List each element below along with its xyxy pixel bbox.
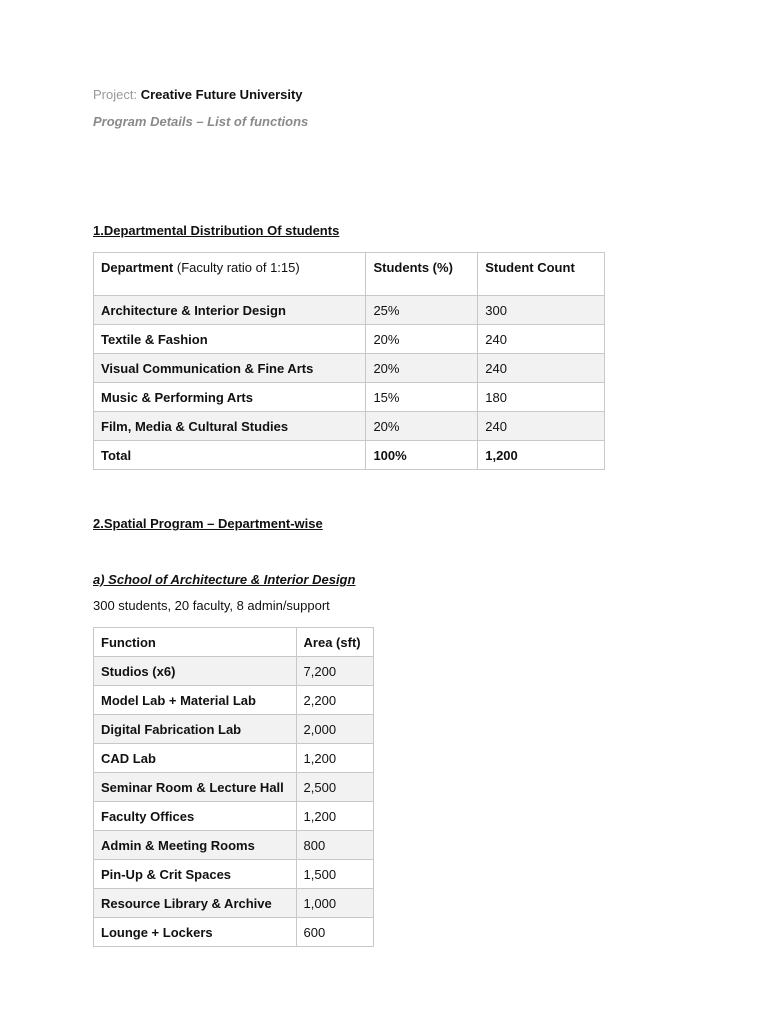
table-row	[94, 715, 374, 744]
function-area: 7,200	[296, 657, 373, 686]
function-name: Studios (x6)	[94, 657, 297, 686]
function-area: 1,200	[296, 744, 373, 773]
table-row	[94, 802, 374, 831]
function-name: Resource Library & Archive	[94, 889, 297, 918]
project-label: Project:	[93, 87, 138, 102]
project-line	[93, 87, 303, 102]
function-area: 2,200	[296, 686, 373, 715]
total-label: Total	[94, 441, 366, 470]
function-area: 1,200	[296, 802, 373, 831]
header-area: Area (sft)	[296, 628, 373, 657]
function-name: Pin-Up & Crit Spaces	[94, 860, 297, 889]
table-row	[94, 657, 374, 686]
dept-pct: 15%	[366, 383, 478, 412]
table-row	[94, 773, 374, 802]
table-row	[94, 296, 605, 325]
dept-name: Film, Media & Cultural Studies	[94, 412, 366, 441]
table-row	[94, 354, 605, 383]
dept-name: Textile & Fashion	[94, 325, 366, 354]
dept-name: Architecture & Interior Design	[94, 296, 366, 325]
dept-pct: 20%	[366, 325, 478, 354]
header-students-pct: Students (%)	[366, 253, 478, 296]
school-a-note: 300 students, 20 faculty, 8 admin/support	[93, 598, 330, 613]
table-row	[94, 918, 374, 947]
table-row	[94, 686, 374, 715]
dept-count: 180	[478, 383, 605, 412]
table-row	[94, 889, 374, 918]
table-row	[94, 412, 605, 441]
header-function: Function	[94, 628, 297, 657]
dept-count: 240	[478, 412, 605, 441]
dept-count: 300	[478, 296, 605, 325]
function-area: 2,500	[296, 773, 373, 802]
function-name: CAD Lab	[94, 744, 297, 773]
header-department-label: Department	[101, 260, 174, 275]
dept-pct: 20%	[366, 354, 478, 383]
total-pct: 100%	[366, 441, 478, 470]
school-a-heading: a) School of Architecture & Interior Design	[93, 572, 356, 587]
dept-pct: 25%	[366, 296, 478, 325]
project-name: Creative Future University	[140, 87, 303, 102]
function-name: Model Lab + Material Lab	[94, 686, 297, 715]
dept-name: Visual Communication & Fine Arts	[94, 354, 366, 383]
header-student-count: Student Count	[478, 253, 605, 296]
function-name: Faculty Offices	[94, 802, 297, 831]
document-subtitle: Program Details – List of functions	[93, 114, 309, 129]
header-department	[94, 253, 366, 296]
table-total-row	[94, 441, 605, 470]
function-name: Admin & Meeting Rooms	[94, 831, 297, 860]
table-header-row	[94, 253, 605, 296]
function-name: Lounge + Lockers	[94, 918, 297, 947]
dept-count: 240	[478, 325, 605, 354]
section2-heading: 2.Spatial Program – Department-wise	[93, 516, 323, 531]
function-area: 800	[296, 831, 373, 860]
dept-pct: 20%	[366, 412, 478, 441]
dept-name: Music & Performing Arts	[94, 383, 366, 412]
table-row	[94, 383, 605, 412]
table-row	[94, 325, 605, 354]
function-name: Seminar Room & Lecture Hall	[94, 773, 297, 802]
function-area: 1,000	[296, 889, 373, 918]
section1-heading: 1.Departmental Distribution Of students	[93, 223, 340, 238]
department-distribution-table	[93, 252, 605, 470]
table-row	[94, 860, 374, 889]
school-a-function-table	[93, 627, 374, 947]
function-area: 1,500	[296, 860, 373, 889]
function-name: Digital Fabrication Lab	[94, 715, 297, 744]
header-department-note: (Faculty ratio of 1:15)	[176, 260, 300, 275]
table-header-row	[94, 628, 374, 657]
table-row	[94, 831, 374, 860]
function-area: 2,000	[296, 715, 373, 744]
table-row	[94, 744, 374, 773]
total-count: 1,200	[478, 441, 605, 470]
function-area: 600	[296, 918, 373, 947]
dept-count: 240	[478, 354, 605, 383]
